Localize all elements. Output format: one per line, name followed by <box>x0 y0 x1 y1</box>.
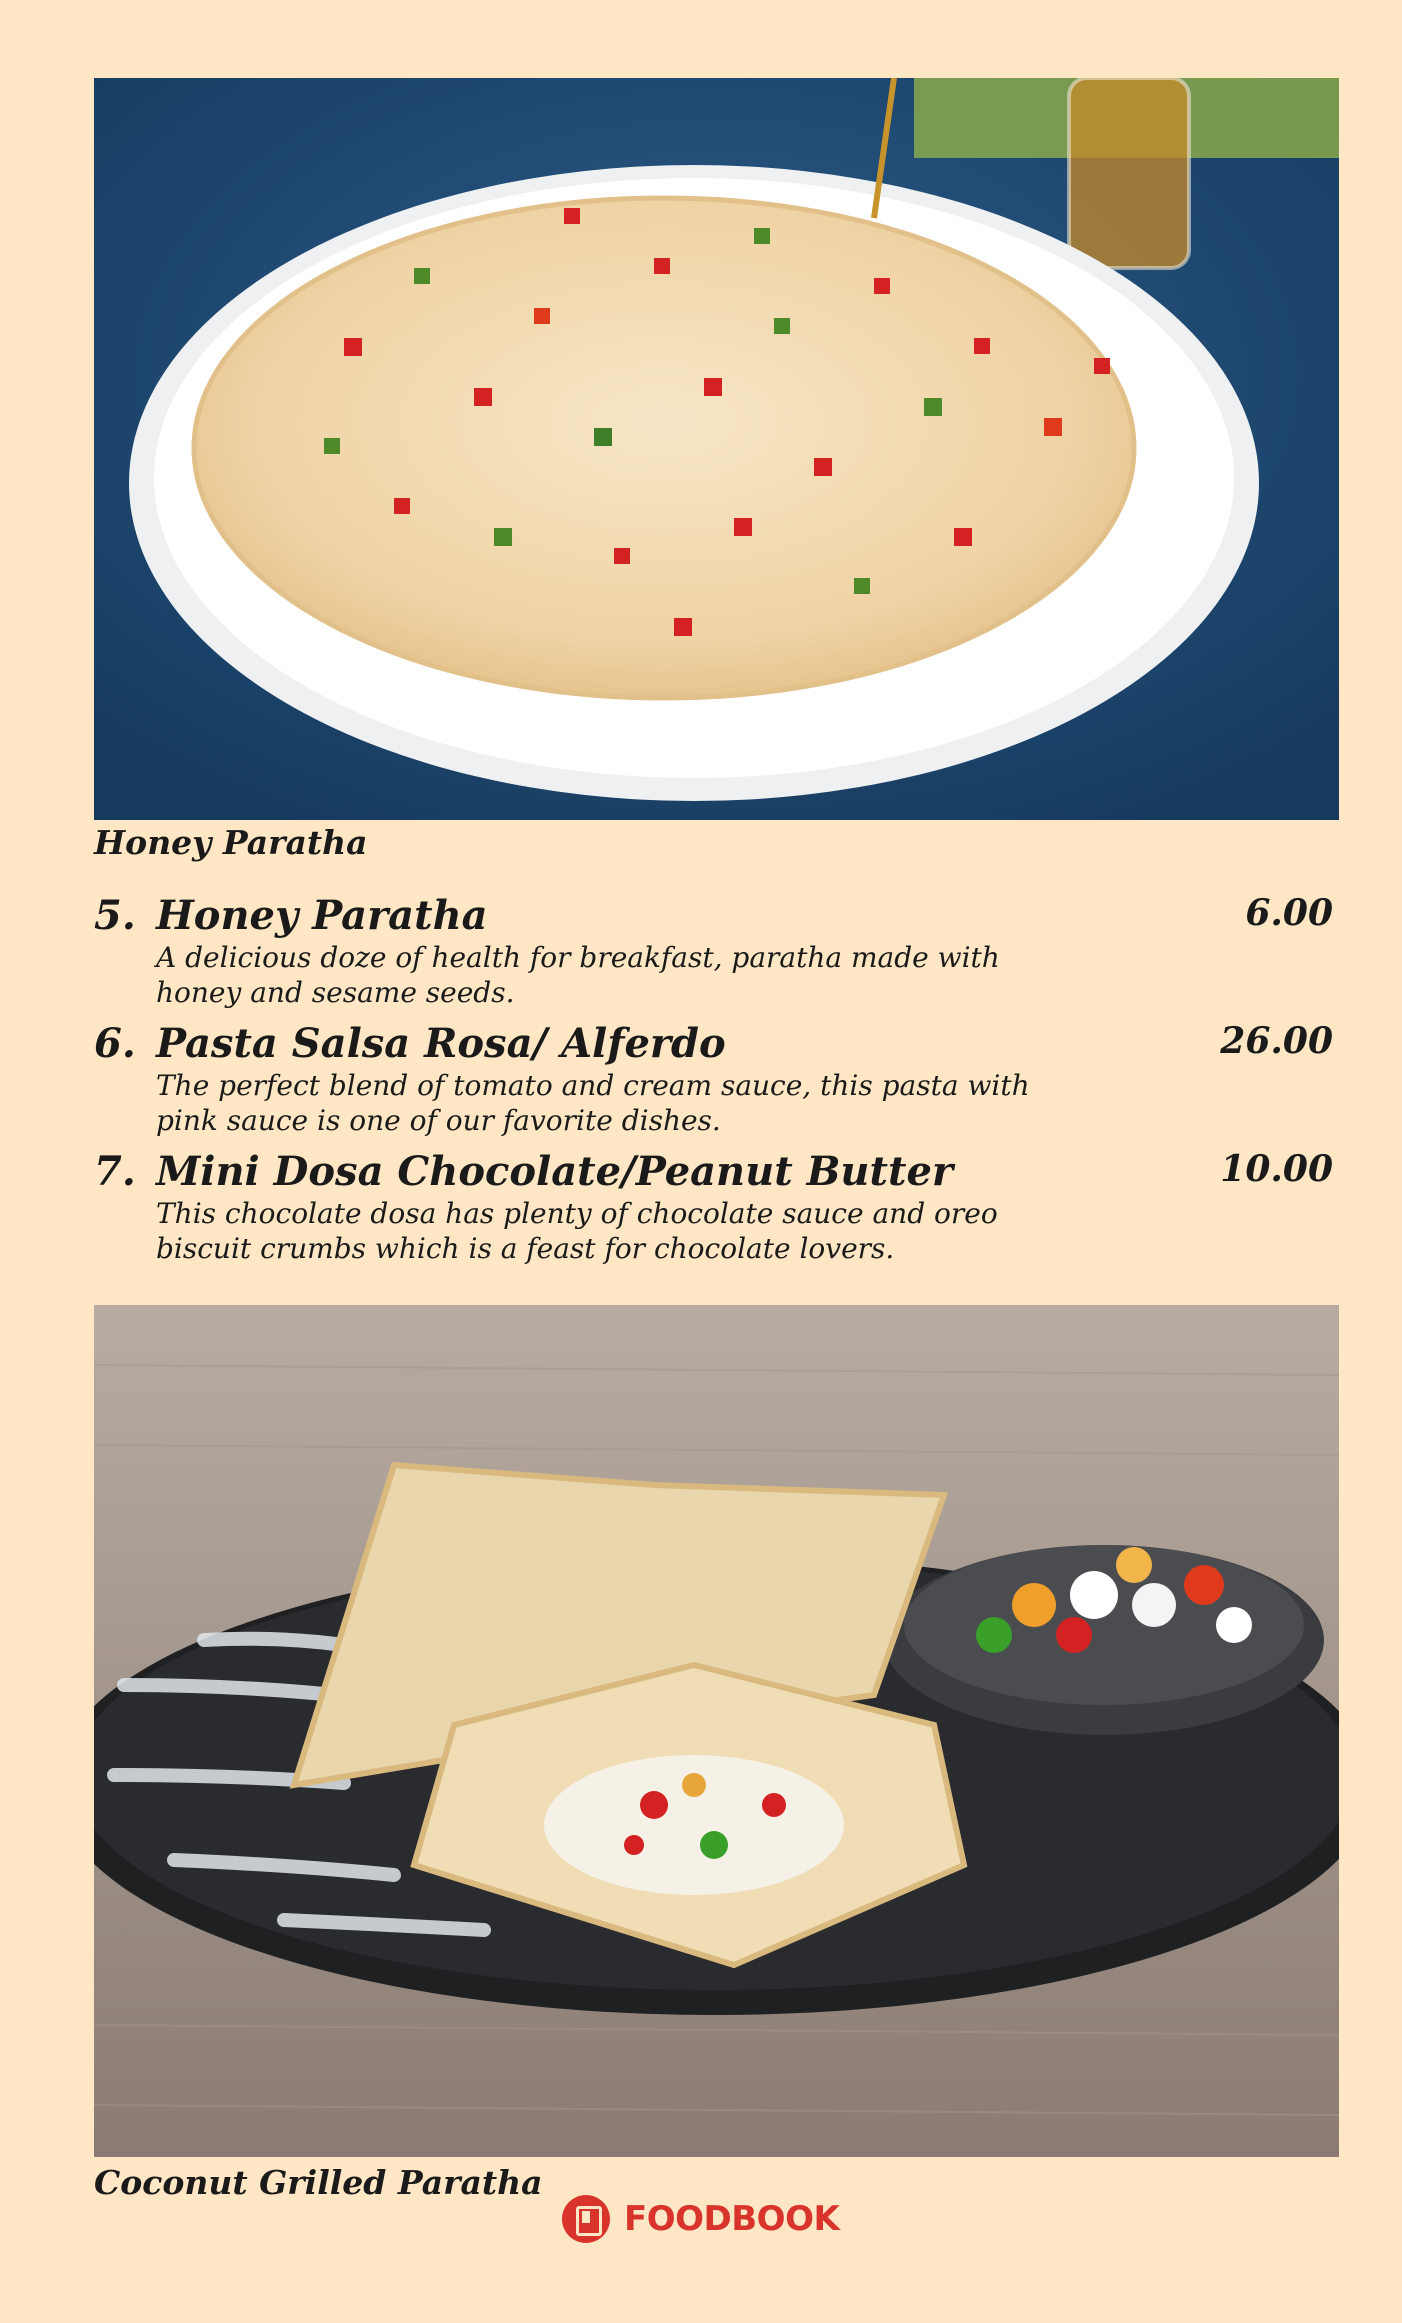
item-price: 10.00 <box>1220 1148 1333 1190</box>
item-description: This chocolate dosa has plenty of chocolate sauce and oreo biscuit crumbs which is a feast for chocolate lovers. <box>156 1197 998 1265</box>
item-price: 26.00 <box>1220 1020 1333 1062</box>
item-name: Mini Dosa Chocolate/Peanut Butter <box>156 1148 953 1195</box>
coconut-grilled-paratha-photo <box>94 1305 1339 2157</box>
item-price: 6.00 <box>1245 892 1333 934</box>
item-number: 6. <box>94 1020 136 1067</box>
photo-caption: Honey Paratha <box>94 823 368 862</box>
brand-name: FOODBOOK <box>624 2199 840 2239</box>
honey-paratha-photo <box>94 78 1339 820</box>
item-number: 5. <box>94 892 136 939</box>
photo-caption: Coconut Grilled Paratha <box>94 2163 543 2202</box>
foodbook-brand <box>562 2195 839 2243</box>
item-description: A delicious doze of health for breakfast, paratha made with honey and sesame seeds. <box>156 941 1000 1009</box>
item-number: 7. <box>94 1148 136 1195</box>
item-description: The perfect blend of tomato and cream sauce, this pasta with pink sauce is one of our favorite dishes. <box>156 1069 1030 1137</box>
item-name: Pasta Salsa Rosa/ Alferdo <box>156 1020 726 1067</box>
foodbook-logo-icon <box>562 2195 610 2243</box>
item-name: Honey Paratha <box>156 892 488 939</box>
